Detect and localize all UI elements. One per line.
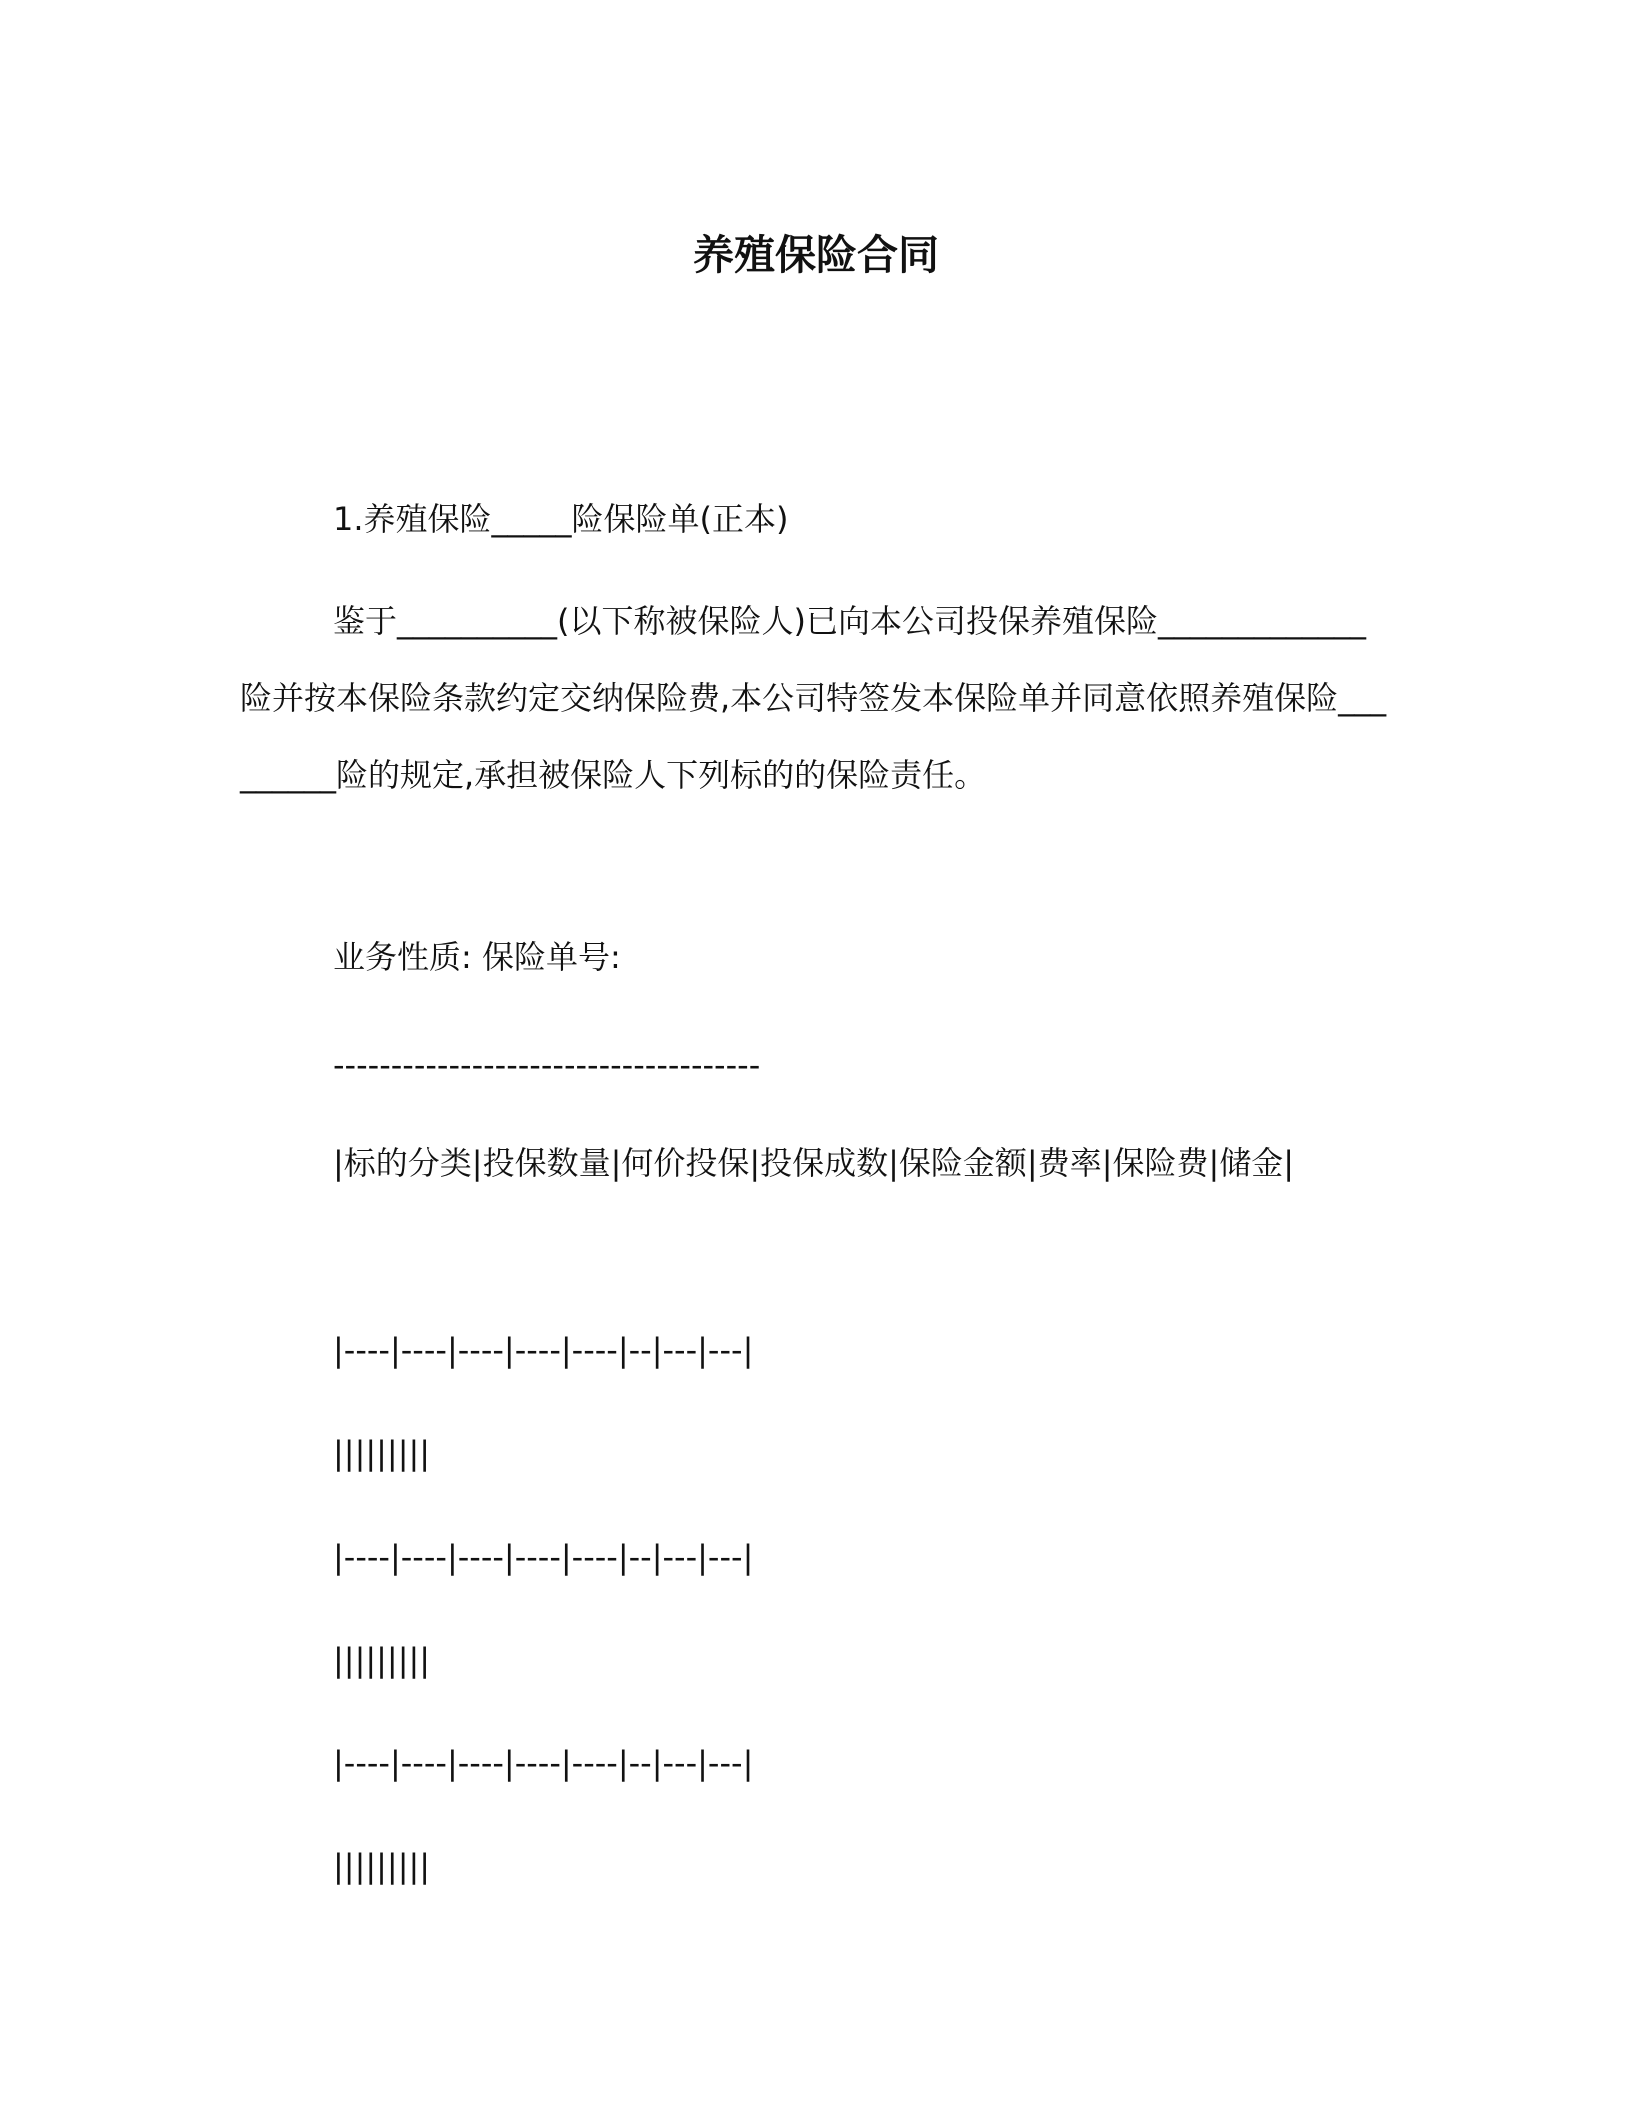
table-row: ||||||||| xyxy=(333,1641,431,1679)
table-row: |----|----|----|----|----|--|---|---| xyxy=(333,1331,754,1369)
table-header: |标的分类|投保数量|何价投保|投保成数|保险金额|费率|保险费|储金| xyxy=(333,1144,1295,1182)
table-row: ||||||||| xyxy=(333,1847,431,1885)
table-row: ||||||||| xyxy=(333,1434,431,1472)
intro-paragraph: 鉴于__________(以下称被保险人)已向本公司投保养殖保险_____________险并按本保险条款约定交纳保险费,本公司特签发本保险单并同意依照养殖保险_________险的规定,承担被保险人下列标的的保险责任。 xyxy=(240,602,1387,794)
table-row: |----|----|----|----|----|--|---|---| xyxy=(333,1538,754,1576)
table-row: |----|----|----|----|----|--|---|---| xyxy=(333,1744,754,1782)
dash-separator: ------------------------------------- xyxy=(333,1046,761,1084)
item-1-heading: 1.养殖保险_____险保险单(正本) xyxy=(333,500,789,538)
document-title: 养殖保险合同 xyxy=(693,231,939,279)
business-line: 业务性质: 保险单号: xyxy=(333,938,621,976)
